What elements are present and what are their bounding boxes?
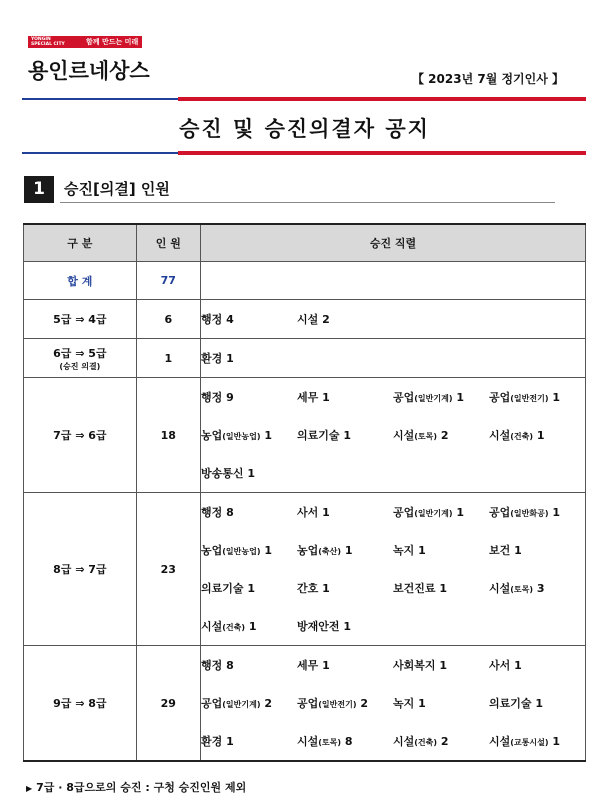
header-count: 인 원 [136,224,200,262]
position-line [201,493,585,531]
position-count: 8 [226,506,234,519]
table-row [24,646,586,762]
position-item [489,389,585,405]
position-subtype: (교통시설) [510,738,549,747]
position-line [201,454,585,492]
position-name: 방재안전 [297,620,340,633]
bottom-divider-red [178,151,586,155]
position-name: 시설 [201,620,223,633]
section-underline [60,202,555,203]
page-title: 승진 및 승진의결자 공지 [179,117,430,141]
position-item [297,504,393,520]
position-name: 녹지 [393,697,415,710]
position-subtype: (건축) [510,432,534,441]
position-name: 시설 [489,735,511,748]
position-subtype: (건축) [222,623,246,632]
row-count: 18 [136,378,200,493]
position-item [297,695,393,711]
position-count: 1 [248,620,257,633]
row-label [24,493,137,646]
page-subtitle: 【 2023년 7월 정기인사 】 [412,72,565,86]
position-item [489,504,585,520]
position-count: 2 [440,735,449,748]
position-count: 1 [456,506,464,519]
position-name: 공업 [393,506,415,519]
position-name: 공업 [297,697,319,710]
position-item [201,733,297,749]
top-divider-blue [22,98,178,100]
position-count: 1 [418,697,426,710]
position-count: 8 [226,659,234,672]
position-line [201,569,585,607]
position-name: 의료기술 [297,429,340,442]
position-name: 행정 [201,391,223,404]
position-item [393,504,489,520]
position-name: 공업 [201,697,223,710]
position-name: 사회복지 [393,659,436,672]
position-item [201,542,297,558]
position-count: 1 [439,582,448,595]
logo-slogan: 함께 만드는 미래 [86,38,139,46]
table-row [24,339,586,378]
position-count: 1 [514,544,522,557]
position-line [201,339,585,377]
position-subtype: (일반전기) [510,394,549,403]
position-name: 방송통신 [201,467,244,480]
position-subtype: (토목) [414,432,438,441]
total-label: 합 계 [24,262,137,300]
position-name: 공업 [393,391,415,404]
position-item [297,389,393,405]
row-label [24,339,137,378]
position-name: 보건진료 [393,582,436,595]
table-row [24,493,586,646]
position-count: 1 [552,391,560,404]
position-subtype: (일반기계) [414,509,453,518]
position-name: 행정 [201,313,223,326]
position-item [201,389,297,405]
row-positions [201,339,586,378]
position-item [489,695,585,711]
triangle-bullet-icon: ▶ [26,784,33,793]
position-subtype: (축산) [318,547,342,556]
row-count: 6 [136,300,200,339]
position-count: 2 [264,697,272,710]
position-count: 1 [226,735,234,748]
position-count: 1 [552,506,560,519]
position-name: 의료기술 [489,697,532,710]
position-name: 행정 [201,659,223,672]
position-count: 1 [322,391,330,404]
position-count: 4 [226,313,234,326]
table-row [24,300,586,339]
top-divider-red [178,97,586,101]
position-name: 시설 [393,429,415,442]
position-line [201,607,585,645]
row-label-sub: (승진 의결) [59,361,101,371]
row-positions [201,646,586,762]
position-item [297,542,393,558]
row-positions [201,493,586,646]
position-item [201,465,297,481]
position-item [297,427,393,443]
header-positions: 승진 직렬 [201,224,586,262]
position-item [297,580,393,596]
position-item [393,580,489,596]
position-item [297,618,393,634]
position-line [201,378,585,416]
position-count: 1 [343,429,352,442]
position-name: 의료기술 [201,582,244,595]
position-name: 환경 [201,352,223,365]
position-name: 농업 [297,544,319,557]
position-count: 2 [360,697,368,710]
position-subtype: (건축) [414,738,438,747]
position-item [489,427,585,443]
position-count: 1 [226,352,234,365]
position-count: 9 [226,391,234,404]
row-label [24,300,137,339]
position-name: 녹지 [393,544,415,557]
position-name: 시설 [393,735,415,748]
promotion-table [23,223,586,762]
position-line [201,300,585,338]
position-item [393,389,489,405]
position-item [489,580,585,596]
row-label-text: 7급 ⇒ 6급 [53,429,107,442]
position-name: 농업 [201,544,223,557]
row-positions [201,378,586,493]
position-count: 1 [264,429,272,442]
row-label-text: 8급 ⇒ 7급 [53,563,107,576]
position-count: 8 [344,735,353,748]
position-count: 1 [264,544,272,557]
position-name: 사서 [489,659,511,672]
position-item [393,733,489,749]
position-name: 세무 [297,391,319,404]
section-title: 승진[의결] 인원 [64,180,170,198]
position-subtype: (토목) [318,738,342,747]
position-name: 행정 [201,506,223,519]
position-count: 1 [514,659,522,672]
position-item [201,580,297,596]
position-count: 2 [440,429,449,442]
position-name: 세무 [297,659,319,672]
position-line [201,646,585,684]
position-name: 간호 [297,582,319,595]
total-count: 77 [136,262,200,300]
position-name: 보건 [489,544,511,557]
position-item [489,657,585,673]
position-item [201,311,297,327]
position-name: 시설 [489,582,511,595]
position-item [393,695,489,711]
position-count: 1 [322,506,330,519]
position-item [297,657,393,673]
position-count: 3 [536,582,545,595]
position-name: 농업 [201,429,223,442]
position-count: 1 [456,391,464,404]
header-category: 구 분 [24,224,137,262]
position-item [297,311,393,327]
footnote [26,779,246,795]
position-count: 1 [247,582,256,595]
position-count: 1 [343,620,352,633]
position-line [201,416,585,454]
position-name: 환경 [201,735,223,748]
position-name: 시설 [297,313,319,326]
position-count: 1 [552,735,560,748]
position-item [201,657,297,673]
row-label [24,646,137,762]
position-item [201,695,297,711]
position-item [297,733,393,749]
position-name: 공업 [489,391,511,404]
position-item [489,733,585,749]
bottom-divider-blue [22,152,178,154]
position-subtype: (일반화공) [510,509,549,518]
position-count: 1 [418,544,426,557]
logo-main-text: 용인르네상스 [28,59,150,83]
position-name: 사서 [297,506,319,519]
position-line [201,722,585,760]
total-row [24,262,586,300]
position-count: 1 [535,697,544,710]
position-name: 공업 [489,506,511,519]
position-count: 1 [439,659,448,672]
row-label-text: 9급 ⇒ 8급 [53,697,107,710]
position-subtype: (토목) [510,585,534,594]
section-number: 1 [24,176,54,203]
position-count: 1 [536,429,545,442]
position-item [393,542,489,558]
position-item [201,350,297,366]
position-count: 1 [344,544,353,557]
position-item [201,618,297,634]
position-item [201,427,297,443]
position-line [201,531,585,569]
table-header-row [24,224,586,262]
row-count: 1 [136,339,200,378]
position-count: 1 [322,582,330,595]
logo-english-text: YONGIN SPECIAL CITY [31,37,65,47]
table-row [24,378,586,493]
position-name: 시설 [489,429,511,442]
position-subtype: (일반기계) [414,394,453,403]
position-line [201,684,585,722]
position-count: 2 [322,313,330,326]
position-subtype: (일반농업) [222,432,261,441]
position-item [489,542,585,558]
position-item [393,427,489,443]
row-count: 23 [136,493,200,646]
total-positions [201,262,586,300]
position-subtype: (일반농업) [222,547,261,556]
position-item [393,657,489,673]
position-subtype: (일반전기) [318,700,357,709]
row-label-text: 6급 ⇒ 5급 [53,346,107,360]
footnote-text: 7급 · 8급으로의 승진 : 구청 승진인원 제외 [36,781,247,794]
position-name: 시설 [297,735,319,748]
row-label-text: 5급 ⇒ 4급 [53,313,107,326]
position-count: 1 [247,467,256,480]
position-subtype: (일반기계) [222,700,261,709]
row-label [24,378,137,493]
row-positions [201,300,586,339]
row-count: 29 [136,646,200,762]
position-count: 1 [322,659,330,672]
position-item [201,504,297,520]
